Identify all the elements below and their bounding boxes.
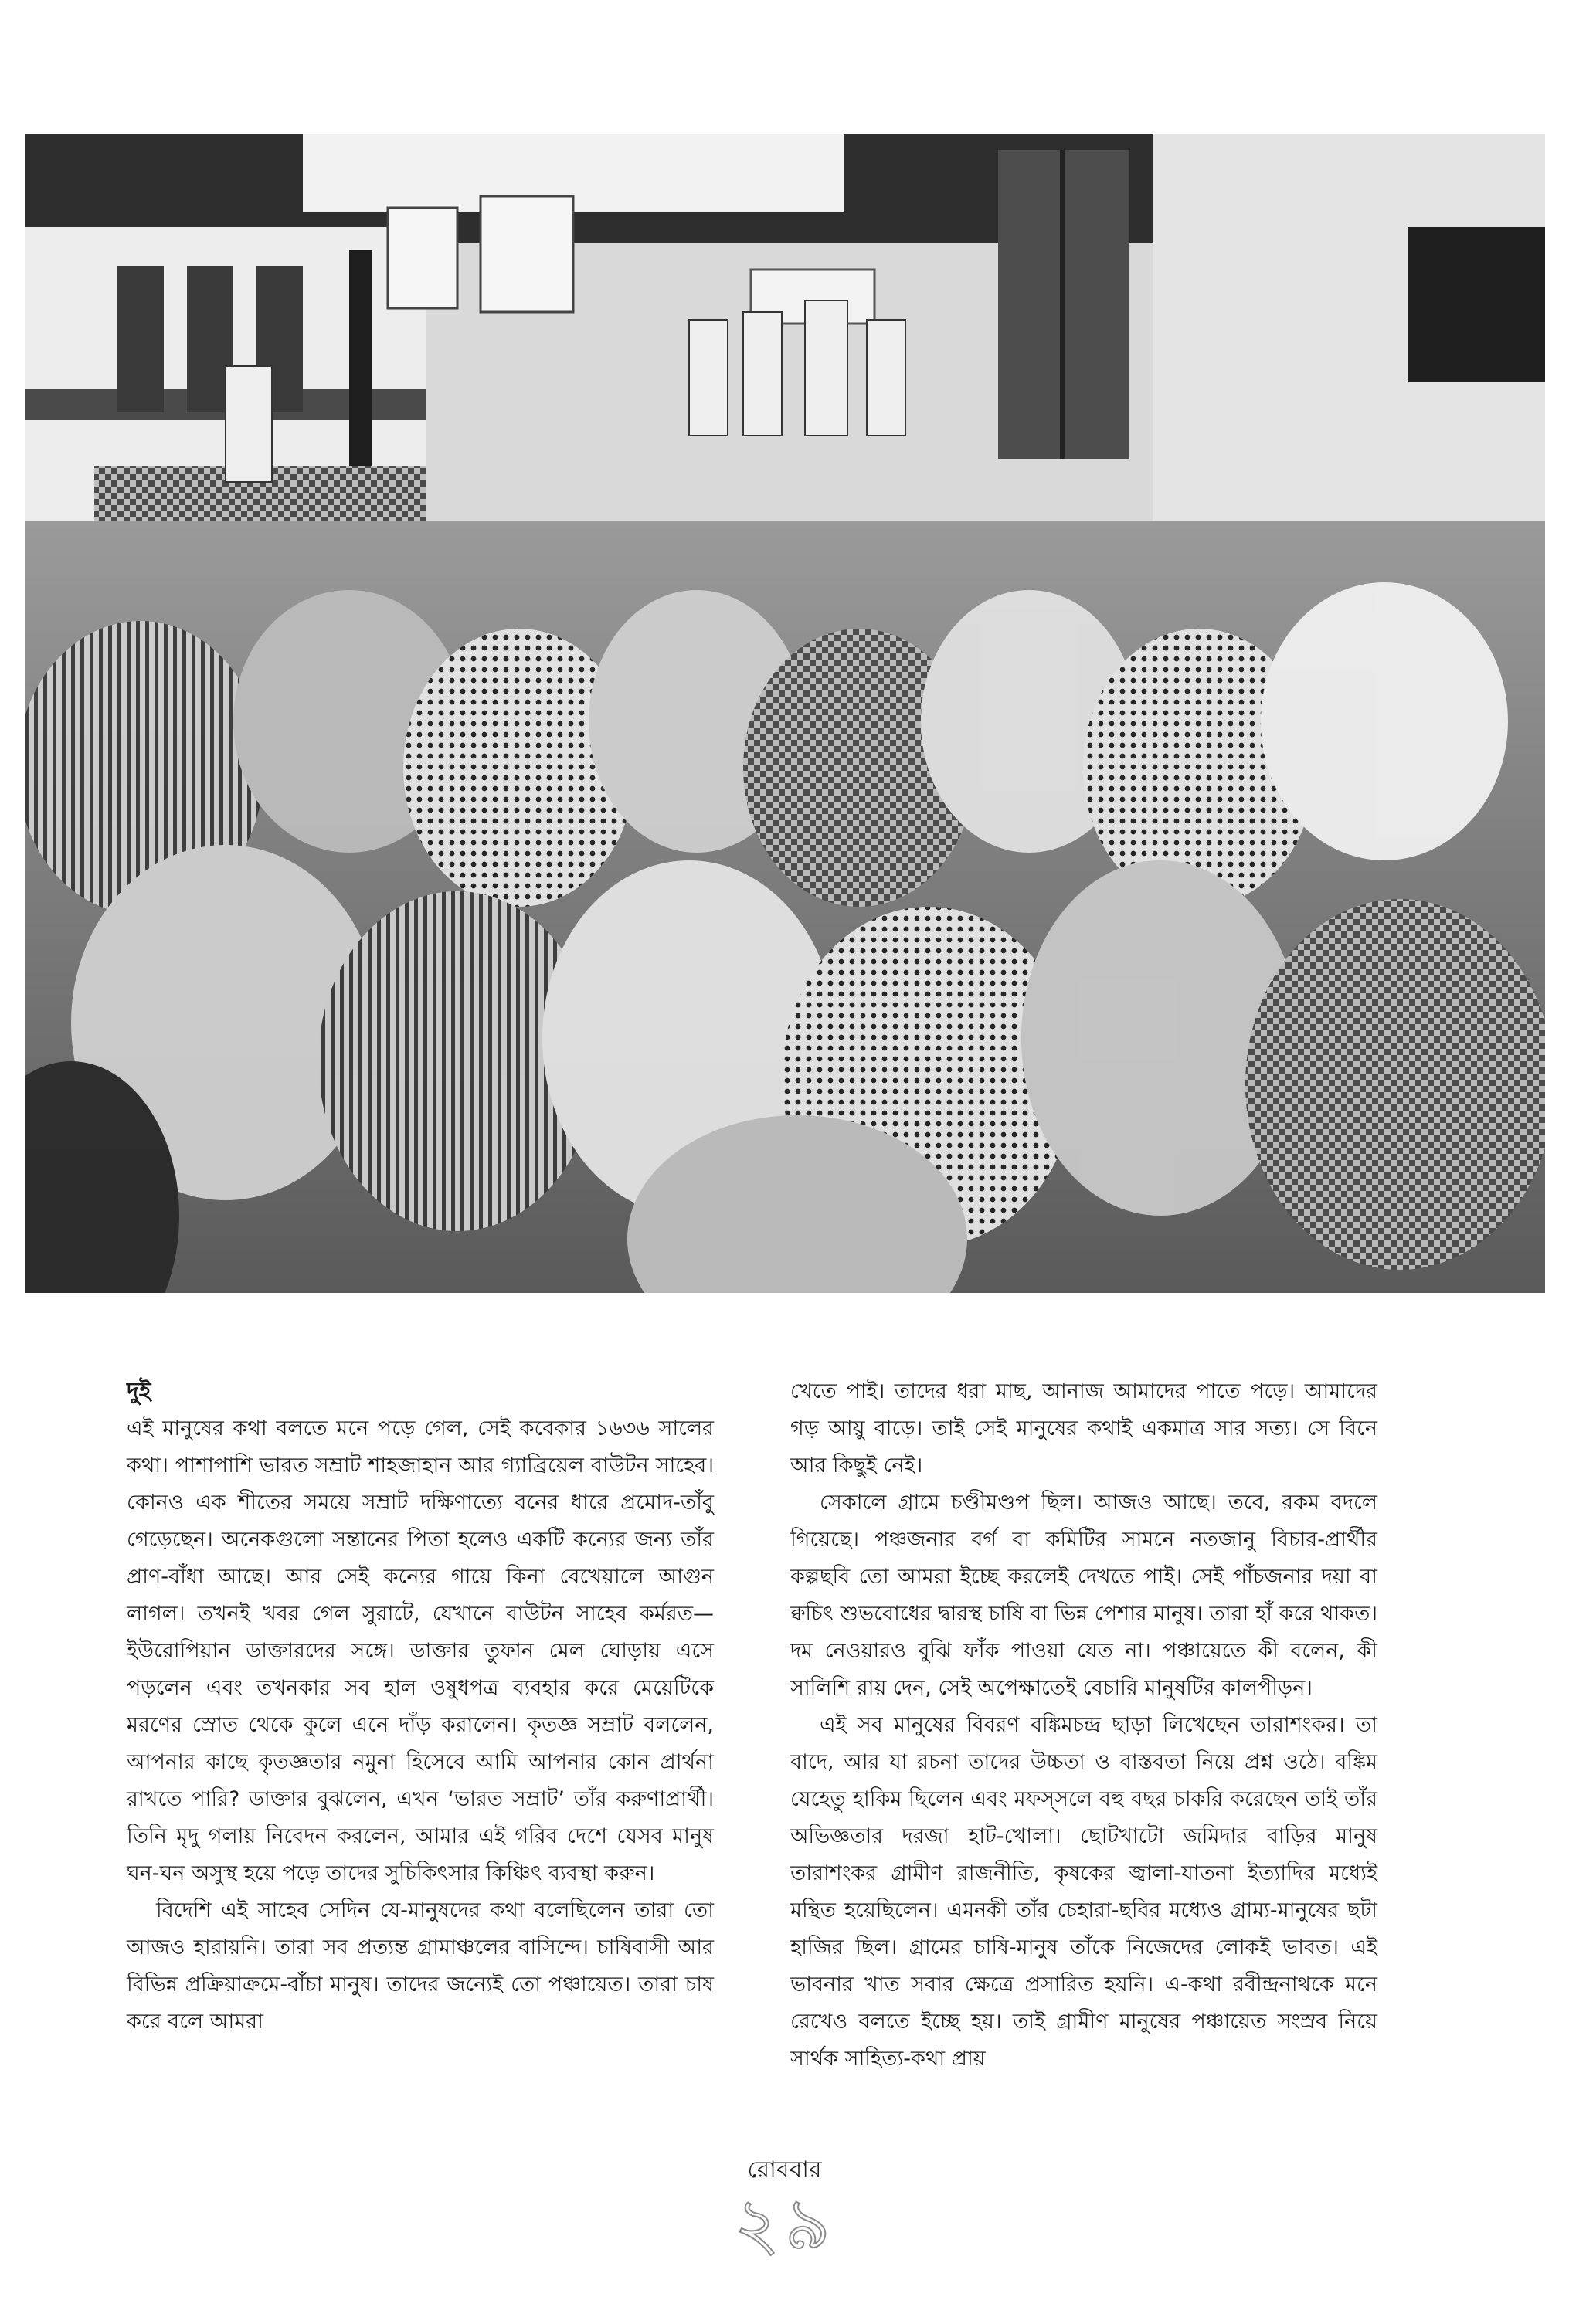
photo-illustration — [25, 134, 1545, 1293]
section-heading: দুই — [127, 1378, 151, 1405]
article-left-column — [127, 1373, 714, 2041]
page-number: ২৯ — [733, 2183, 836, 2265]
magazine-name: রোববার — [747, 2156, 822, 2183]
paragraph: খেতে পাই। তাদের ধরা মাছ, আনাজ আমাদের পাতে পড়ে। আমাদের গড় আয়ু বাড়ে। তাই সেই মানুষের কথাই একমাত্র সার সত্য। সে বিনে আর কিছুই নেই। — [790, 1379, 1377, 1478]
village-meeting-photo — [25, 134, 1545, 1293]
paragraph: এই মানুষের কথা বলতে মনে পড়ে গেল, সেই কবেকার ১৬৩৬ সালের কথা। পাশাপাশি ভারত সম্রাট শাহজাহান আর গ্যাব্রিয়েল বাউটন সাহেব। কোনও এক শীতের সময়ে সম্রাট দক্ষিণাত্যে বনের ধারে প্রমোদ-তাঁবু গেড়েছেন। অনেকগুলো সন্তানের পিতা হলেও একটি কন্যের জন্য তাঁর প্রাণ-বাঁধা আছে। আর সেই কন্যের গায়ে কিনা বেখেয়ালে আগুন লাগল। তখনই খবর গেল সুরাটে, যেখানে বাউটন সাহেব কর্মরত—ইউরোপিয়ান ডাক্তারদের সঙ্গে। ডাক্তার তুফান মেল ঘোড়ায় এসে পড়লেন এবং তখনকার সব হাল ওষুধপত্র ব্যবহার করে মেয়েটিকে মরণের স্রোত থেকে কুলে এনে দাঁড় করালেন। কৃতজ্ঞ সম্রাট বললেন, আপনার কাছে কৃতজ্ঞতার নমুনা হিসেবে আমি আপনার কোন প্রার্থনা রাখতে পারি? ডাক্তার বুঝলেন, এখন ‘ভারত সম্রাট’ তাঁর করুণাপ্রার্থী। তিনি মৃদু গলায় নিবেদন করলেন, আমার এই গরিব দেশে যেসব মানুষ ঘন-ঘন অসুস্থ হয়ে পড়ে তাদের সুচিকিৎসার কিঞ্চিৎ ব্যবস্থা করুন। — [127, 1416, 714, 1885]
article-right-column — [790, 1373, 1377, 2078]
paragraph: বিদেশি এই সাহেব সেদিন যে-মানুষদের কথা বলেছিলেন তারা তো আজও হারায়নি। তারা সব প্রত্যন্ত গ্রামাঞ্চলের বাসিন্দে। চাষিবাসী আর বিভিন্ন প্রক্রিয়াক্রমে-বাঁচা মানুষ। তাদের জন্যেই তো পঞ্চায়েত। তারা চাষ করে বলে আমরা — [127, 1898, 714, 2034]
page-footer — [0, 2155, 1569, 2263]
paragraph: সেকালে গ্রামে চণ্ডীমণ্ডপ ছিল। আজও আছে। তবে, রকম বদলে গিয়েছে। পঞ্চজনার বর্গ বা কমিটির সামনে নতজানু বিচার-প্রার্থীর কল্পছবি তো আমরা ইচ্ছে করলেই দেখতে পাই। সেই পাঁচজনার দয়া বা ক্বচিৎ শুভবোধের দ্বারস্থ চাষি বা ভিন্ন পেশার মানুষ। তারা হাঁ করে থাকত। দম নেওয়ারও বুঝি ফাঁক পাওয়া যেত না। পঞ্চায়েতে কী বলেন, কী সালিশি রায় দেন, সেই অপেক্ষাতেই বেচারি মানুষটির কালপীড়ন। — [790, 1491, 1377, 1700]
paragraph: এই সব মানুষের বিবরণ বঙ্কিমচন্দ্র ছাড়া লিখেছেন তারাশংকর। তা বাদে, আর যা রচনা তাদের উচ্চতা ও বাস্তবতা নিয়ে প্রশ্ন ওঠে। বঙ্কিম যেহেতু হাকিম ছিলেন এবং মফস্সলে বহু বছর চাকরি করেছেন তাই তাঁর অভিজ্ঞতার দরজা হাট-খোলা। ছোটখাটো জমিদার বাড়ির মানুষ তারাশংকর গ্রামীণ রাজনীতি, কৃষকের জ্বালা-যাতনা ইত্যাদির মধ্যেই মন্থিত হয়েছিলেন। এমনকী তাঁর চেহারা-ছবির মধ্যেও গ্রাম্য-মানুষের ছটা হাজির ছিল। গ্রামের চাষি-মানুষ তাঁকে নিজেদের লোকই ভাবত। এই ভাবনার খাত সবার ক্ষেত্রে প্রসারিত হয়নি। এ-কথা রবীন্দ্রনাথকে মনে রেখেও বলতে ইচ্ছে হয়। তাই গ্রামীণ মানুষের পঞ্চায়েত সংস্রব নিয়ে সার্থক সাহিত্য-কথা প্রায় — [790, 1713, 1377, 2071]
